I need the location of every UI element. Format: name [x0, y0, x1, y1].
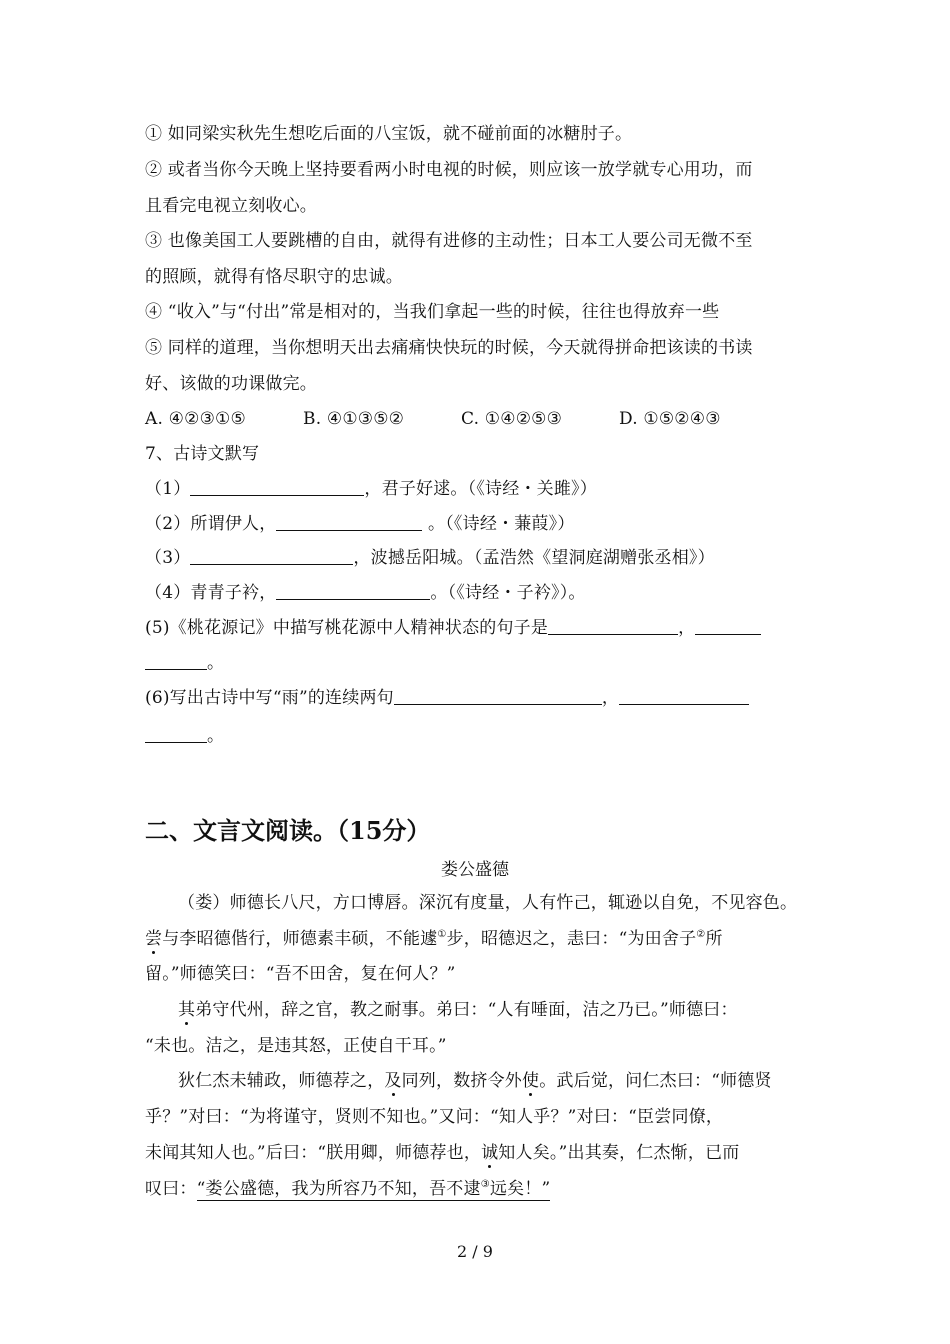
q1-label: （1） [145, 479, 191, 499]
answer-blank[interactable] [276, 581, 430, 600]
text-run: 未闻其知人也。”后曰：“朕用卿，师德荐也， [145, 1143, 482, 1163]
question-7-4 [145, 581, 810, 605]
text-run: 狄仁杰未辅政，师德荐之， [178, 1071, 385, 1091]
answer-blank[interactable] [190, 477, 364, 496]
option-item-3-cont: 的照顾，就得有恪尽职守的忠诚。 [145, 267, 403, 287]
passage-title: 娄公盛德 [441, 860, 509, 880]
text-run: 所 [705, 929, 723, 949]
dotted-char: 诚 [481, 1143, 499, 1163]
text-run: 。武后觉，问仁杰曰：“师德贤 [539, 1071, 772, 1091]
option-item-1: ① 如同梁实秋先生想吃后面的八宝饭，就不碰前面的冰糖肘子。 [145, 124, 633, 144]
passage-p1-line1: （娄）师德长八尺，方口博唇。深沉有度量，人有忤己，辄逊以自免，不见容色。 [178, 893, 798, 913]
q4-text: （4）青青子衿， [145, 583, 277, 603]
q5-comma: ， [678, 618, 696, 638]
passage-p3-line4 [145, 1177, 810, 1201]
page-number: 2 / 9 [457, 1242, 493, 1261]
text-run: 弟守代州，辞之官，教之耐事。弟曰：“人有唾面，洁之乃已。”师德曰： [195, 1000, 738, 1020]
passage-p3-line2: 乎？”对曰：“为将谨守，贤则不知也。”又问：“知人乎？”对曰：“臣尝同僚， [145, 1107, 724, 1127]
q6-text: (6)写出古诗中写“雨”的连续两句 [145, 688, 394, 708]
text-run: 知人矣。”出其奏，仁杰惭，已而 [498, 1143, 740, 1163]
choice-d[interactable]: D. ①⑤②④③ [619, 409, 721, 429]
question-7-6 [145, 686, 810, 710]
dotted-char: 尝 [145, 929, 163, 949]
q1-text: ，君子好逑。（《诗经・关雎》） [364, 479, 597, 499]
option-item-2: ② 或者当你今天晚上坚持要看两小时电视的时候，则应该一放学就专心用功，而 [145, 160, 753, 180]
text-run: “娄公盛德，我为所容乃不知，吾不逮 [196, 1179, 481, 1199]
question-7-title: 7、古诗文默写 [145, 444, 260, 464]
answer-blank[interactable] [190, 546, 353, 565]
passage-p3-line3 [145, 1141, 810, 1165]
text-run: 步，昭德迟之，恚曰：“为田舍子 [446, 929, 697, 949]
question-7-1 [145, 477, 810, 501]
choice-a[interactable]: A. ④②③①⑤ [145, 409, 246, 429]
option-item-2-cont: 且看完电视立刻收心。 [145, 196, 317, 216]
answer-blank[interactable] [695, 616, 761, 635]
passage-p1-line3: 留。”师德笑曰：“吾不田舍，复在何人？” [145, 964, 456, 984]
q6-comma: ， [601, 688, 620, 708]
q6-end: 。 [207, 726, 225, 746]
q2-text: （2）所谓伊人， [145, 514, 277, 534]
q3-text: ，波撼岳阳城。（孟浩然《望洞庭湖赠张丞相》） [353, 548, 715, 568]
text-run: 同列，数挤令外 [401, 1071, 523, 1091]
footnote-marker: ① [437, 929, 447, 940]
answer-blank[interactable] [145, 724, 207, 743]
answer-blank[interactable] [276, 512, 422, 531]
q4-source: 。（《诗经・子衿》）。 [430, 583, 586, 603]
question-7-5 [145, 616, 810, 640]
answer-blank[interactable] [619, 686, 749, 705]
answer-choices [145, 407, 810, 431]
footnote-marker: ② [696, 929, 706, 940]
question-7-6-cont [145, 724, 810, 748]
answer-blank[interactable] [145, 651, 207, 670]
dotted-char: 及 [384, 1071, 402, 1091]
passage-p2-line1 [178, 998, 843, 1022]
passage-p3-line1 [178, 1069, 843, 1093]
dotted-char: 使 [522, 1071, 540, 1091]
text-run: 远矣！” [489, 1179, 551, 1199]
dotted-char: 其 [178, 1000, 196, 1020]
question-7-3 [145, 546, 810, 570]
option-item-5-cont: 好、该做的功课做完。 [145, 374, 317, 394]
option-item-3: ③ 也像美国工人要跳槽的自由，就得有进修的主动性；日本工人要公司无微不至 [145, 231, 753, 251]
choice-b[interactable]: B. ④①③⑤② [303, 409, 405, 429]
underlined-sentence [197, 1179, 551, 1201]
answer-blank[interactable] [394, 686, 602, 705]
text-run: 叹曰： [145, 1179, 197, 1199]
option-item-5: ⑤ 同样的道理，当你想明天出去痛痛快快玩的时候，今天就得拼命把该读的书读 [145, 338, 753, 358]
answer-blank[interactable] [548, 616, 678, 635]
section-2-heading: 二、文言文阅读。（15分） [145, 816, 431, 845]
passage-p1-line2 [145, 927, 810, 951]
q3-label: （3） [145, 548, 191, 568]
question-7-2 [145, 512, 810, 536]
q5-end: 。 [207, 653, 225, 673]
text-run: 与李昭德偕行，师德素丰硕，不能遽 [162, 929, 438, 949]
choice-c[interactable]: C. ①④②⑤③ [461, 409, 563, 429]
footnote-marker: ③ [480, 1179, 490, 1190]
option-item-4: ④ “收入”与“付出”常是相对的，当我们拿起一些的时候，往往也得放弃一些 [145, 302, 720, 322]
question-7-5-cont [145, 651, 810, 675]
q2-source: 。（《诗经・蒹葭》） [422, 514, 575, 534]
passage-p2-line2: “未也。洁之，是违其怒，正使自干耳。” [145, 1036, 447, 1056]
q5-text: (5)《桃花源记》中描写桃花源中人精神状态的句子是 [145, 618, 549, 638]
